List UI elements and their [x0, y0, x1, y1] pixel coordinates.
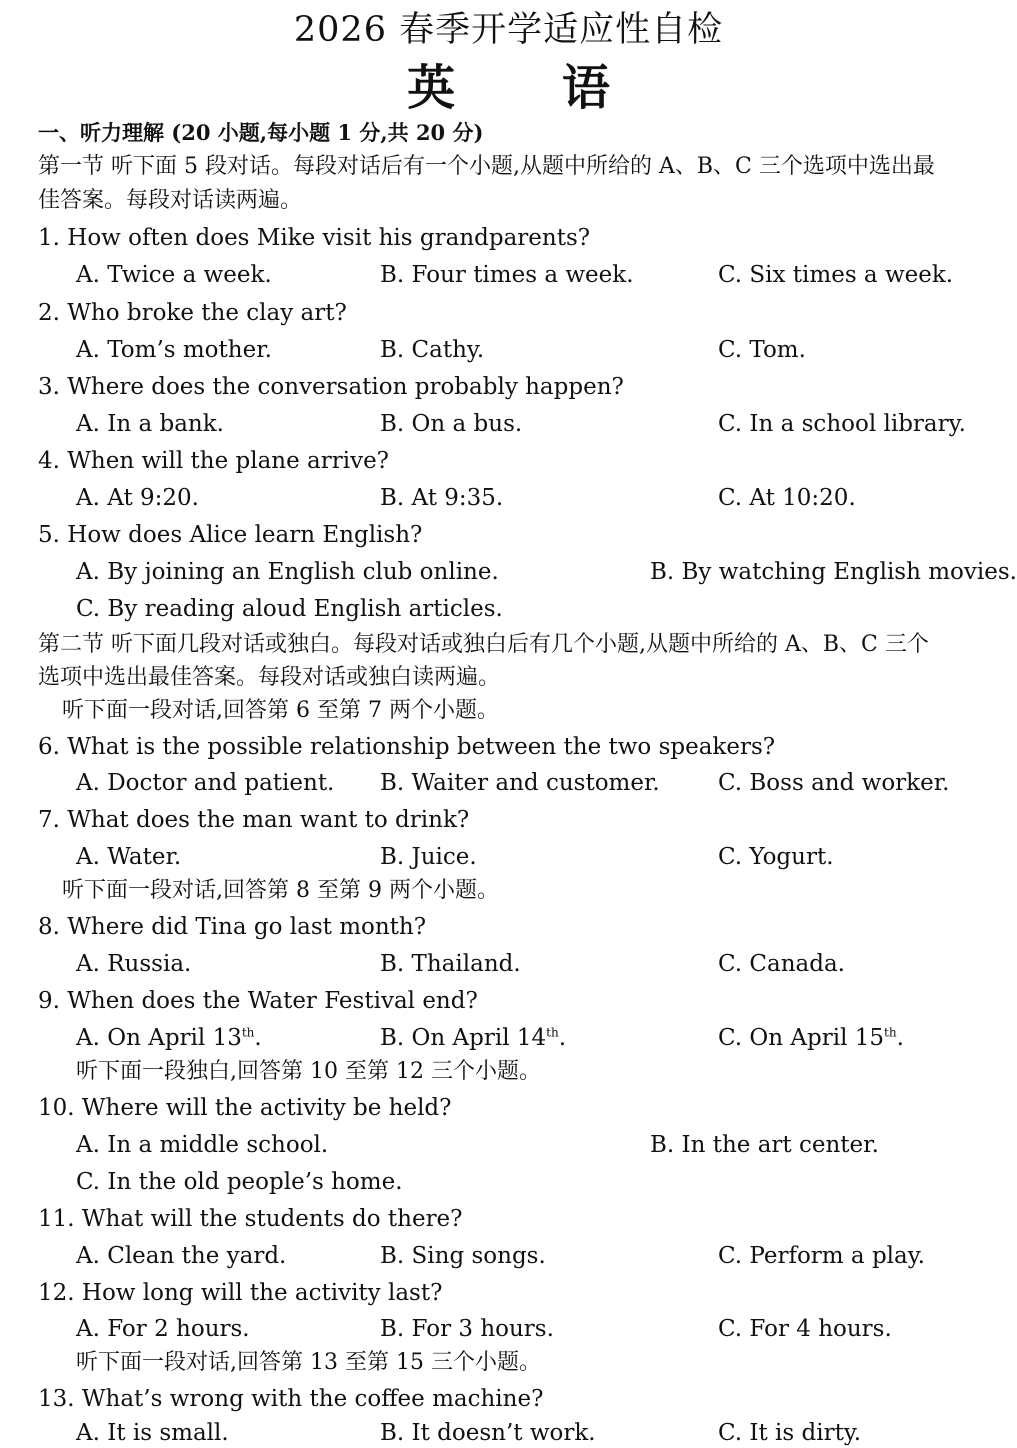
q9-option-b-sup: th: [546, 1025, 559, 1040]
q6-option-b: B. Waiter and customer.: [380, 770, 660, 796]
q4-option-c: C. At 10:20.: [718, 485, 856, 511]
section2-instructions-line2: 选项中选出最佳答案。每段对话或独白读两遍。: [38, 665, 501, 690]
question-3: 3. Where does the conversation probably happen?: [38, 374, 624, 400]
q9-option-a-sup: th: [241, 1025, 255, 1040]
q8-option-a: A. Russia.: [76, 951, 192, 977]
q4-option-a: A. At 9:20.: [76, 485, 199, 511]
instruction-q8-q9: 听下面一段对话,回答第 8 至第 9 两个小题。: [62, 878, 499, 903]
q11-option-a: A. Clean the yard.: [76, 1243, 287, 1269]
question-6: 6. What is the possible relationship between the two speakers?: [38, 734, 776, 760]
q8-option-c: C. Canada.: [718, 951, 845, 977]
q12-option-b: B. For 3 hours.: [380, 1316, 554, 1342]
q3-option-c: C. In a school library.: [718, 411, 966, 437]
q10-option-c: C. In the old people’s home.: [76, 1169, 403, 1195]
q9-option-c-text: C. On April 15: [718, 1025, 884, 1051]
question-4: 4. When will the plane arrive?: [38, 448, 390, 474]
question-9: 9. When does the Water Festival end?: [38, 988, 478, 1014]
q2-option-a: A. Tom’s mother.: [76, 337, 272, 363]
question-7: 7. What does the man want to drink?: [38, 807, 470, 833]
q11-option-b: B. Sing songs.: [380, 1243, 546, 1269]
q5-option-b: B. By watching English movies.: [650, 559, 1017, 585]
exam-title: 2026 春季开学适应性自检: [293, 10, 724, 50]
q9-option-c-end: .: [896, 1025, 904, 1051]
instruction-q10-q12: 听下面一段独白,回答第 10 至第 12 三个小题。: [76, 1059, 541, 1084]
q12-option-a: A. For 2 hours.: [76, 1316, 250, 1342]
q3-option-a: A. In a bank.: [76, 411, 224, 437]
q5-option-a: A. By joining an English club online.: [76, 559, 499, 585]
section2-instructions-line1: 第二节 听下面几段对话或独白。每段对话或独白后有几个小题,从题中所给的 A、B、C 三个: [38, 632, 929, 657]
question-11: 11. What will the students do there?: [38, 1206, 463, 1232]
q6-option-a: A. Doctor and patient.: [76, 770, 335, 796]
q1-option-a: A. Twice a week.: [76, 262, 272, 288]
part1-heading: 一、听力理解 (20 小题,每小题 1 分,共 20 分): [38, 120, 484, 145]
q9-option-c: [718, 1023, 904, 1053]
instruction-q6-q7: 听下面一段对话,回答第 6 至第 7 两个小题。: [62, 698, 499, 723]
q9-option-a-text: A. On April 13: [76, 1025, 242, 1051]
question-8: 8. Where did Tina go last month?: [38, 914, 427, 940]
q6-option-c: C. Boss and worker.: [718, 770, 950, 796]
instruction-q13-q15: 听下面一段对话,回答第 13 至第 15 三个小题。: [76, 1350, 541, 1375]
q13-option-c: C. It is dirty.: [718, 1420, 862, 1446]
question-10: 10. Where will the activity be held?: [38, 1095, 452, 1121]
q10-option-a: A. In a middle school.: [76, 1132, 329, 1158]
q5-option-c: C. By reading aloud English articles.: [76, 596, 503, 622]
question-2: 2. Who broke the clay art?: [38, 300, 347, 326]
q7-option-b: B. Juice.: [380, 844, 477, 870]
q2-option-c: C. Tom.: [718, 337, 806, 363]
section1-instructions-line2: 佳答案。每段对话读两遍。: [38, 188, 303, 213]
q7-option-a: A. Water.: [76, 844, 182, 870]
subject-title: 英 语: [407, 60, 610, 116]
q9-option-b-text: B. On April 14: [380, 1025, 547, 1051]
q9-option-a: [76, 1023, 262, 1053]
section1-instructions-line1: 第一节 听下面 5 段对话。每段对话后有一个小题,从题中所给的 A、B、C 三个选项中选出最: [38, 154, 935, 179]
q2-option-b: B. Cathy.: [380, 337, 485, 363]
q10-option-b: B. In the art center.: [650, 1132, 879, 1158]
q11-option-c: C. Perform a play.: [718, 1243, 925, 1269]
q9-option-b-end: .: [558, 1025, 566, 1051]
q4-option-b: B. At 9:35.: [380, 485, 504, 511]
question-1: 1. How often does Mike visit his grandparents?: [38, 225, 591, 251]
question-13: 13. What’s wrong with the coffee machine?: [38, 1386, 544, 1412]
q9-option-b: [380, 1023, 566, 1053]
question-12: 12. How long will the activity last?: [38, 1280, 443, 1306]
q8-option-b: B. Thailand.: [380, 951, 521, 977]
q7-option-c: C. Yogurt.: [718, 844, 834, 870]
q13-option-a: A. It is small.: [76, 1420, 229, 1446]
q1-option-b: B. Four times a week.: [380, 262, 634, 288]
question-5: 5. How does Alice learn English?: [38, 522, 423, 548]
q12-option-c: C. For 4 hours.: [718, 1316, 892, 1342]
q9-option-a-end: .: [254, 1025, 262, 1051]
q3-option-b: B. On a bus.: [380, 411, 523, 437]
q13-option-b: B. It doesn’t work.: [380, 1420, 596, 1446]
q1-option-c: C. Six times a week.: [718, 262, 954, 288]
q9-option-c-sup: th: [884, 1025, 897, 1040]
